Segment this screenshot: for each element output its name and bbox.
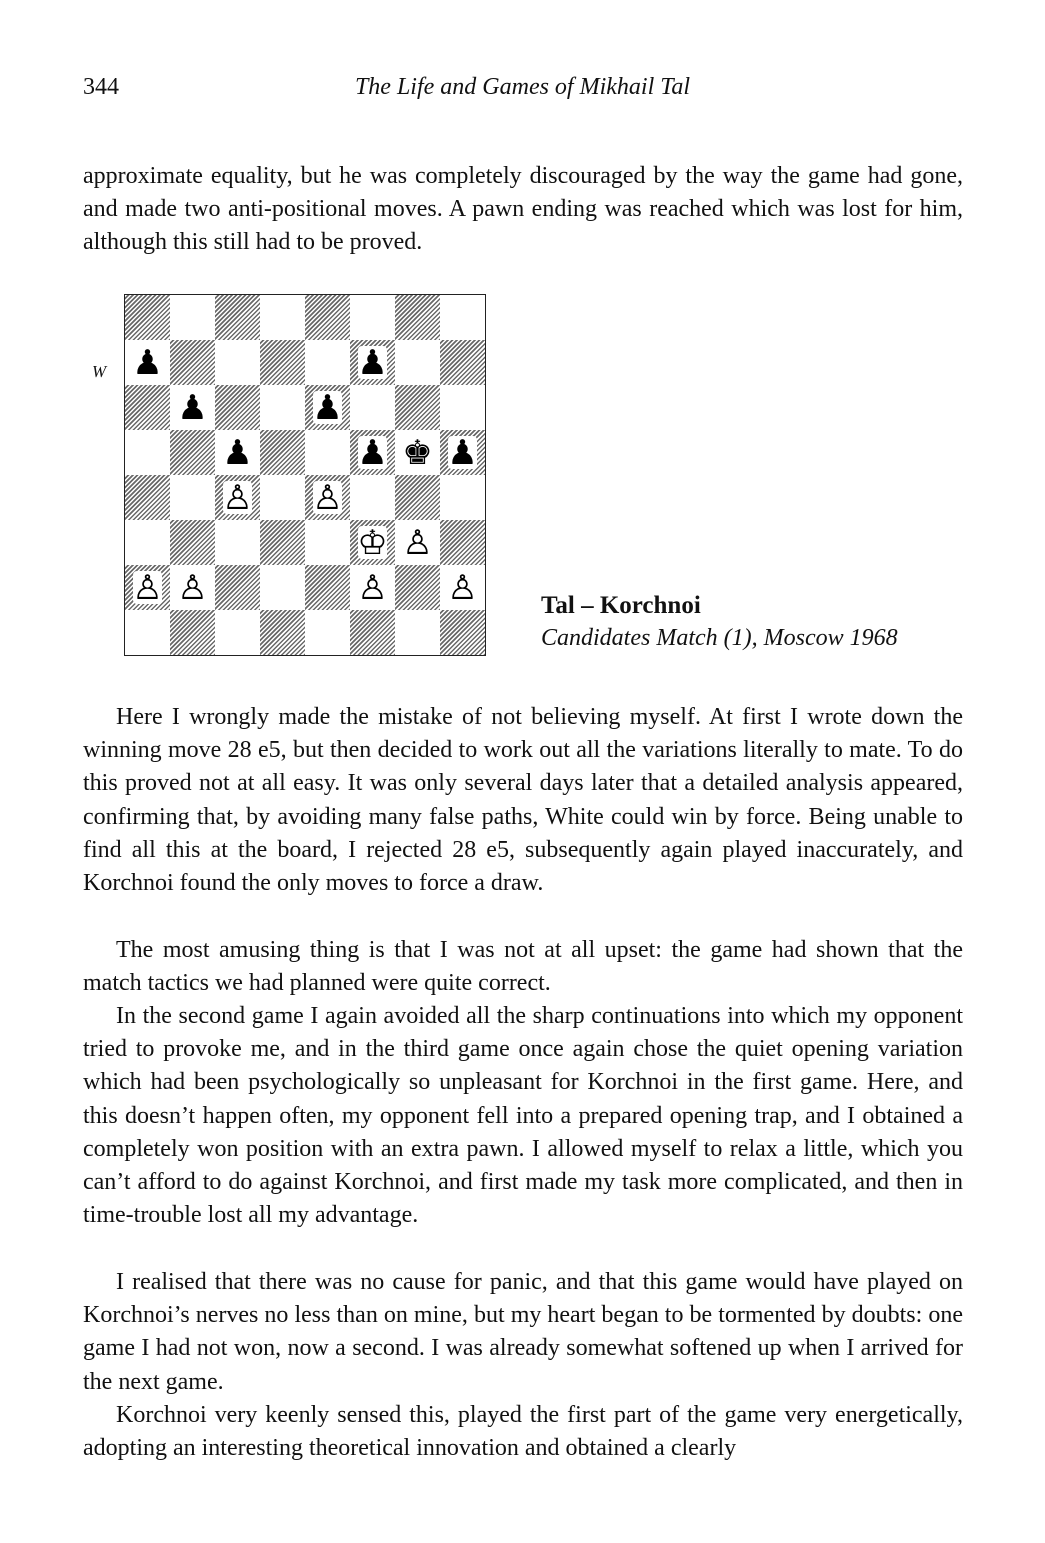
board-square-b8 bbox=[170, 295, 215, 340]
running-title: The Life and Games of Mikhail Tal bbox=[354, 74, 691, 100]
black-king-icon: ♚ bbox=[402, 432, 433, 473]
board-square-e1 bbox=[305, 610, 350, 655]
board-square-d4 bbox=[260, 475, 305, 520]
board-square-f6 bbox=[350, 385, 395, 430]
board-square-h4 bbox=[440, 475, 485, 520]
board-square-c3 bbox=[215, 520, 260, 565]
board-square-g7 bbox=[395, 340, 440, 385]
chess-diagram bbox=[124, 294, 486, 656]
board-square-f3 bbox=[350, 520, 395, 565]
board-square-a2 bbox=[125, 565, 170, 610]
white-pawn-icon: ♙ bbox=[402, 522, 433, 563]
black-pawn-icon: ♟ bbox=[447, 432, 478, 473]
paragraph: I realised that there was no cause for panic, and that this game would have played on Korchnoi’s nerves no less than on mine, but my heart began to be tormented by doubts: one game I had not won, now a second. I was already somewhat softened up when I arrived for the next game. bbox=[83, 1269, 963, 1395]
board-square-e2 bbox=[305, 565, 350, 610]
board-square-g6 bbox=[395, 385, 440, 430]
board-square-h6 bbox=[440, 385, 485, 430]
black-pawn-icon: ♟ bbox=[312, 387, 343, 428]
board-square-e4 bbox=[305, 475, 350, 520]
board-square-b7 bbox=[170, 340, 215, 385]
black-pawn-icon: ♟ bbox=[357, 342, 388, 383]
board-square-b5 bbox=[170, 430, 215, 475]
board-square-h3 bbox=[440, 520, 485, 565]
white-pawn-icon: ♙ bbox=[132, 567, 163, 608]
board-square-g5 bbox=[395, 430, 440, 475]
white-pawn-icon: ♙ bbox=[447, 567, 478, 608]
side-to-move-indicator: W bbox=[92, 362, 107, 381]
board-square-b1 bbox=[170, 610, 215, 655]
board-square-g2 bbox=[395, 565, 440, 610]
white-pawn-icon: ♙ bbox=[177, 567, 208, 608]
board-square-f5 bbox=[350, 430, 395, 475]
board-square-g8 bbox=[395, 295, 440, 340]
board-square-d3 bbox=[260, 520, 305, 565]
board-square-a1 bbox=[125, 610, 170, 655]
board-square-c1 bbox=[215, 610, 260, 655]
board-square-d1 bbox=[260, 610, 305, 655]
board-square-b3 bbox=[170, 520, 215, 565]
board-square-g3 bbox=[395, 520, 440, 565]
board-square-g1 bbox=[395, 610, 440, 655]
board-square-h8 bbox=[440, 295, 485, 340]
board-square-d2 bbox=[260, 565, 305, 610]
board-square-a7 bbox=[125, 340, 170, 385]
board-square-c5 bbox=[215, 430, 260, 475]
board-square-a4 bbox=[125, 475, 170, 520]
black-pawn-icon: ♟ bbox=[132, 342, 163, 383]
board-square-c4 bbox=[215, 475, 260, 520]
page-number: 344 bbox=[83, 74, 119, 100]
white-king-icon: ♔ bbox=[357, 522, 388, 563]
board-square-f4 bbox=[350, 475, 395, 520]
board-square-c7 bbox=[215, 340, 260, 385]
paragraph: Here I wrongly made the mistake of not believing myself. At first I wrote down the winning move 28 e5, but then decided to work out all the variations literally to mate. To do this proved not at all easy. It was only several days later that a detailed analysis appeared, confirming that, by avoiding many false paths, White could win by force. Being unable to find all this at the board, I rejected 28 e5, subsequently again played inaccurately, and Korchnoi found the only moves to force a draw. bbox=[83, 704, 963, 897]
board-square-f1 bbox=[350, 610, 395, 655]
board-square-e5 bbox=[305, 430, 350, 475]
board-square-e7 bbox=[305, 340, 350, 385]
board-square-h7 bbox=[440, 340, 485, 385]
board-square-b6 bbox=[170, 385, 215, 430]
white-pawn-icon: ♙ bbox=[357, 567, 388, 608]
white-pawn-icon: ♙ bbox=[312, 477, 343, 518]
board-square-h5 bbox=[440, 430, 485, 475]
diagram-title: Tal – Korchnoi bbox=[541, 592, 701, 619]
board-square-a5 bbox=[125, 430, 170, 475]
diagram-event: Candidates Match (1), Moscow 1968 bbox=[541, 625, 898, 651]
board-square-b2 bbox=[170, 565, 215, 610]
white-pawn-icon: ♙ bbox=[222, 477, 253, 518]
board-square-c8 bbox=[215, 295, 260, 340]
board-square-f2 bbox=[350, 565, 395, 610]
board-square-d6 bbox=[260, 385, 305, 430]
board-square-c6 bbox=[215, 385, 260, 430]
board-square-e3 bbox=[305, 520, 350, 565]
board-square-f8 bbox=[350, 295, 395, 340]
board-square-d8 bbox=[260, 295, 305, 340]
paragraph: The most amusing thing is that I was not at all upset: the game had shown that the match tactics we had planned were quite correct. bbox=[83, 937, 963, 997]
black-pawn-icon: ♟ bbox=[357, 432, 388, 473]
paragraph: Korchnoi very keenly sensed this, played the first part of the game very energetically, adopting an interesting theoretical innovation and obtained a clearly bbox=[83, 1402, 963, 1462]
board-square-d5 bbox=[260, 430, 305, 475]
board-square-c2 bbox=[215, 565, 260, 610]
board-square-g4 bbox=[395, 475, 440, 520]
board-square-a8 bbox=[125, 295, 170, 340]
board-square-f7 bbox=[350, 340, 395, 385]
board-square-h2 bbox=[440, 565, 485, 610]
board-square-e8 bbox=[305, 295, 350, 340]
paragraph-intro: approximate equality, but he was completely discouraged by the way the game had gone, and made two anti-positional moves. A pawn ending was reached which was lost for him, although this still had to be proved. bbox=[83, 163, 963, 256]
board-square-a6 bbox=[125, 385, 170, 430]
paragraph: In the second game I again avoided all the sharp continuations into which my opponent tried to provoke me, and in the third game once again chose the quiet opening variation which had been psychologically so unpleasant for Korchnoi in the first game. Here, and this doesn’t happen often, my opponent fell into a prepared opening trap, and I obtained a completely won position with an extra pawn. I allowed myself to relax a little, which you can’t afford to do against Korchnoi, and first made my task more complicated, and then in time-trouble lost all my advantage. bbox=[83, 1003, 963, 1229]
chess-board-grid bbox=[125, 295, 485, 655]
black-pawn-icon: ♟ bbox=[222, 432, 253, 473]
board-square-a3 bbox=[125, 520, 170, 565]
board-square-d7 bbox=[260, 340, 305, 385]
board-square-h1 bbox=[440, 610, 485, 655]
board-square-e6 bbox=[305, 385, 350, 430]
board-square-b4 bbox=[170, 475, 215, 520]
black-pawn-icon: ♟ bbox=[177, 387, 208, 428]
